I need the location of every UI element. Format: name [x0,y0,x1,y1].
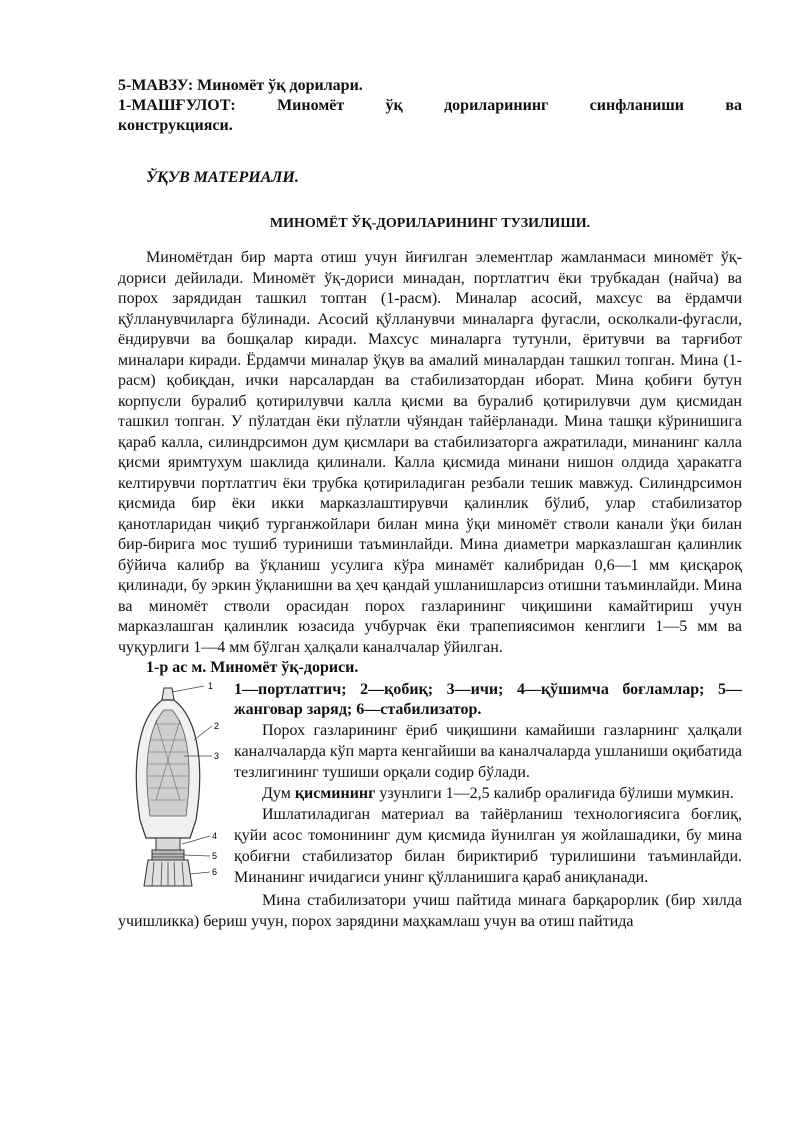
topic-heading: 5-МАВЗУ: Миномёт ўқ дорилари. [118,77,363,94]
document-content [118,76,742,932]
figure-label-4: 4 [212,831,218,841]
body-paragraph-1: Миномётдан бир марта отиш учун йиғилган элементлар жамланмаси миномёт ўқ-дориси дейилади. Миномёт ўқ-дориси минадан, портлатгич ёки трубкадан (найча) ва порох зарядидан ташкил топтан (1-расм). Миналар асосий, махсус ва ёрдамчи қўлланувчиларга бўлинади. Асосий қўлланувчи миналарга фугасли, осколкали-фугасли, ёндирувчи ва бошқалар киради. Махсус миналарга тутунли, ёритувчи ва тарғибот миналари киради. Ёрдамчи миналар ўқув ва амалий миналардан ташкил топган. Мина (1-расм) қобиқдан, ички нарсалардан ва стабилизатордан иборат. Мина қобиғи бутун корпусли буралиб қотирилувчи калла қисми ва буралиб қотирилувчи дум қисмидан ташкил топган. У пўлатдан ёки пўлатли чўяндан тайёрланади. Мина ташқи кўринишига қараб калла, силиндрсимон дум қисмлари ва стабилизаторга ажратилади, минанинг калла қисми яримтухум шаклида қилинали. Калла қисмида минани нишон олдида ҳаракатга келтирувчи портлатгич ёки трубка қотириладиган резбали тешик мавжуд. Силиндрсимон қисмида бир ёки икки марказлаштирувчи қалинлик бўлиб, улар стабилизатор қанотларидан чиқиб турганжойлари билан мина ўқи миномёт стволи канали ўқи билан бир-бирига мос тушиб туриниши таъминлайди. Мина диаметри марказлашган қалинлик бўйича калибр ва ўқланиш усулига кўра минамёт калибридан 0,6—1 мм қисқароқ қилинади, бу эркин ўқланишни ва ҳеч қандай ушланишларсиз отишни таъминлайди. Мина ва миномёт стволи орасидан порох газларининг чиқишини камайтириш учун марказлашган қалинлик юзасида учбурчак ёки трапепиясимон кенглиги 1—5 мм ва чуқурлиги 1—4 мм бўлган ҳалқали каналчалар ўйилган. [118,249,742,656]
mortar-round-figure [118,680,226,898]
figure-label-6: 6 [212,867,218,877]
mortar-round-drawing [118,680,226,898]
figure-label-1: 1 [208,681,214,691]
study-material-heading: ЎҚУВ МАТЕРИАЛИ. [146,169,299,186]
fp2-end: узунлиги 1—2,5 калибр оралиғида бўлиши мумкин. [375,785,734,802]
lesson-heading: 1-МАШҒУЛОТ: Миномёт ўқ дориларининг синфланиши ва [118,97,742,114]
figure-paragraph-1: Порох газларининг ёриб чиқишини камайиши газларнинг ҳалқали каналчаларда кўп марта кенгайиши ва каналчаларда ушланиши оқибатида тезлигининг тушиши орқали содир бўлади. [234,722,742,781]
figure-legend: 1—портлатгич; 2—қобиқ; 3—ичи; 4—қўшимча боғламлар; 5—жанговар заряд; 6—стабилизатор. [234,681,742,718]
figure-paragraph-3: Ишлатиладиган материал ва тайёрланиш технологиясига боғлиқ, қуйи асос томонининг дум қисмида йунилган уя жойлашадики, бу мина қобиғни стабилизатор билан бириктириб турилишини таъминлайди. Минанинг ичидагиси унинг қўлланишига қараб аниқланади. [234,806,742,886]
body-paragraph-last: Мина стабилизатори учиш пайтида минага барқарорлик (бир хилда учишликка) бериш учун, порох зарядини маҳкамлаш учун ва отиш пайтида [118,892,742,930]
figure-caption: 1-р ас м. Миномёт ўқ-дориси. [146,659,359,676]
figure-label-2: 2 [214,721,220,731]
lesson-heading-cont: конструкцияси. [118,117,233,134]
figure-label-3: 3 [214,751,220,761]
figure-block [118,680,742,888]
figure-label-5: 5 [212,851,218,861]
fp2-start: Дум [262,785,295,802]
section-title: МИНОМЁТ ЎҚ-ДОРИЛАРИНИНГ ТУЗИЛИШИ. [269,216,591,231]
fp2-bold: қисмининг [294,785,376,802]
